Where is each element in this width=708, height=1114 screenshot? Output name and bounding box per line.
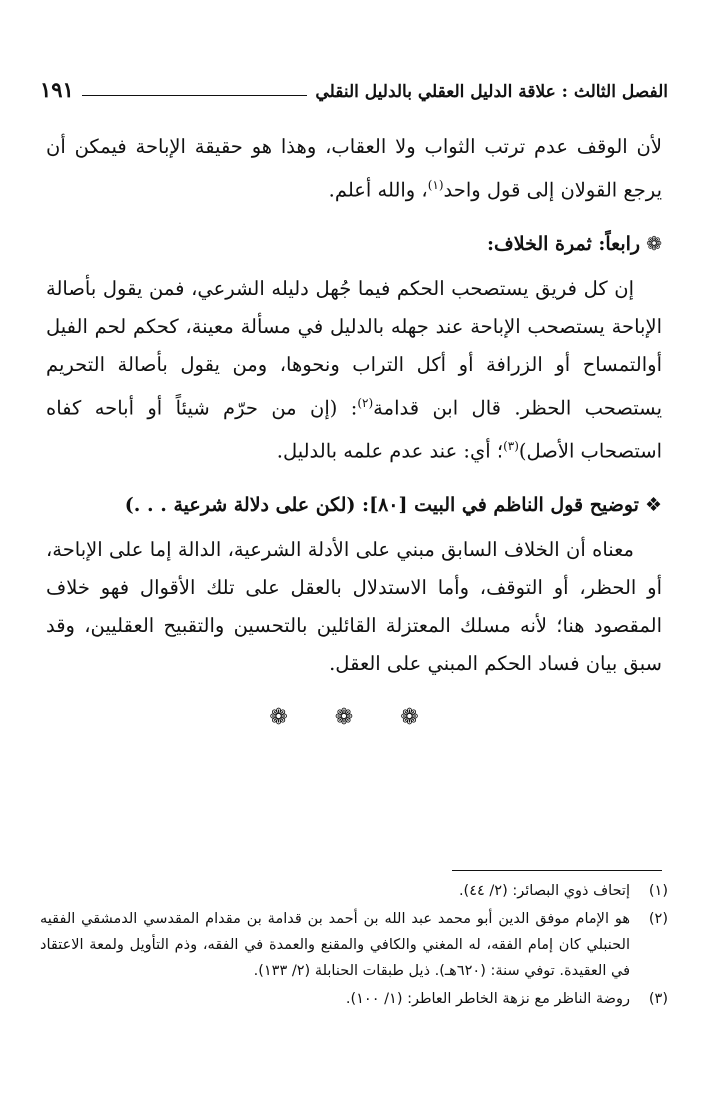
paragraph-2-text-a: إن كل فريق يستصحب الحكم فيما جُهل دليله الشرعي، فمن يقول بأصالة الإباحة يستصحب الإباحة عند جهله بالدليل في مسألة معينة، كحكم لحم الفيل أوالتمساح أو الزرافة أو أكل التراب ونحوها، ومن يقول بأصالة التحريم يستصحب الحظر. قال ابن قدامة <box>46 276 662 419</box>
paragraph-1-text-a: لأن الوقف عدم ترتب الثواب ولا العقاب، وهذا هو حقيقة الإباحة فيمكن أن يرجع القولان إلى قول واحد <box>46 135 662 202</box>
footnote-number: (٣) <box>648 991 668 1007</box>
paragraph-1-text-b: ، والله أعلم. <box>328 178 428 202</box>
chapter-title: الفصل الثالث : علاقة الدليل العقلي بالدليل النقلي <box>315 82 668 102</box>
paragraph-1 <box>46 128 662 210</box>
footnote-text: إتحاف ذوي البصائر: (٢/ ٤٤). <box>458 883 630 899</box>
paragraph-2 <box>46 270 662 471</box>
paragraph-3: معناه أن الخلاف السابق مبني على الأدلة الشرعية، الدالة إما على الإباحة، أو الحظر، أو التوقف، وأما الاستدلال بالعقل على تلك الأقوال فهو خلاف المقصود هنا؛ لأنه مسلك المعتزلة القائلين بالتحسين والتقبيح العقليين، وقد سبق بيان فساد الحكم المبني على العقل. <box>46 537 662 675</box>
diamond-ornament-icon: ❖ <box>644 493 662 516</box>
page-number: ١٩١ <box>40 77 74 102</box>
footnote-text: هو الإمام موفق الدين أبو محمد عبد الله بن أحمد بن قدامة بن مقدام المقدسي الدمشقي الفقيه الحنبلي كان إمام الفقه، له المغني والكافي والمقنع والعمدة في الفقه، وذم التأويل ولمعة الاعتقاد في العقيدة. توفي سنة: (٦٢٠هـ). ذيل طبقات الحنابلة (٢/ ١٣٣). <box>40 911 630 979</box>
footnote-item <box>40 878 668 904</box>
footnote-text: روضة الناظر مع نزهة الخاطر العاطر: (١/ ١٠٠). <box>345 991 630 1007</box>
footnote-number: (١) <box>648 883 668 899</box>
section-divider-stars: ❁ ❁ ❁ <box>269 704 439 730</box>
header-rule <box>82 95 308 96</box>
footnote-ref-2[interactable]: (٢) <box>357 395 374 410</box>
running-header <box>40 68 668 102</box>
footnote-separator <box>452 870 662 871</box>
footnote-item <box>40 986 668 1012</box>
footnote-ref-3[interactable]: (٣) <box>503 439 519 453</box>
heading-2-text: توضيح قول الناظم في البيت [٨٠]: (لكن على دلالة شرعية . . .) <box>124 493 639 516</box>
footnotes <box>40 878 668 1014</box>
heading-1-text: رابعاً: ثمرة الخلاف: <box>487 232 641 255</box>
section-heading-verse-explanation <box>46 485 662 525</box>
footnote-number: (٢) <box>648 911 668 927</box>
footnote-ref-1[interactable]: (١) <box>427 178 444 192</box>
paragraph-2-text-c: ؛ أي: عند عدم علمه بالدليل. <box>276 439 504 463</box>
footnote-item <box>40 906 668 984</box>
main-text <box>46 128 662 730</box>
flower-ornament-icon: ❁ <box>646 232 662 255</box>
paragraph-2-text-b: : (إن من حرّم شيئاً أو أباحه كفاه استصحاب الأصل) <box>46 396 662 463</box>
section-heading-fruit-of-dispute <box>46 224 662 264</box>
